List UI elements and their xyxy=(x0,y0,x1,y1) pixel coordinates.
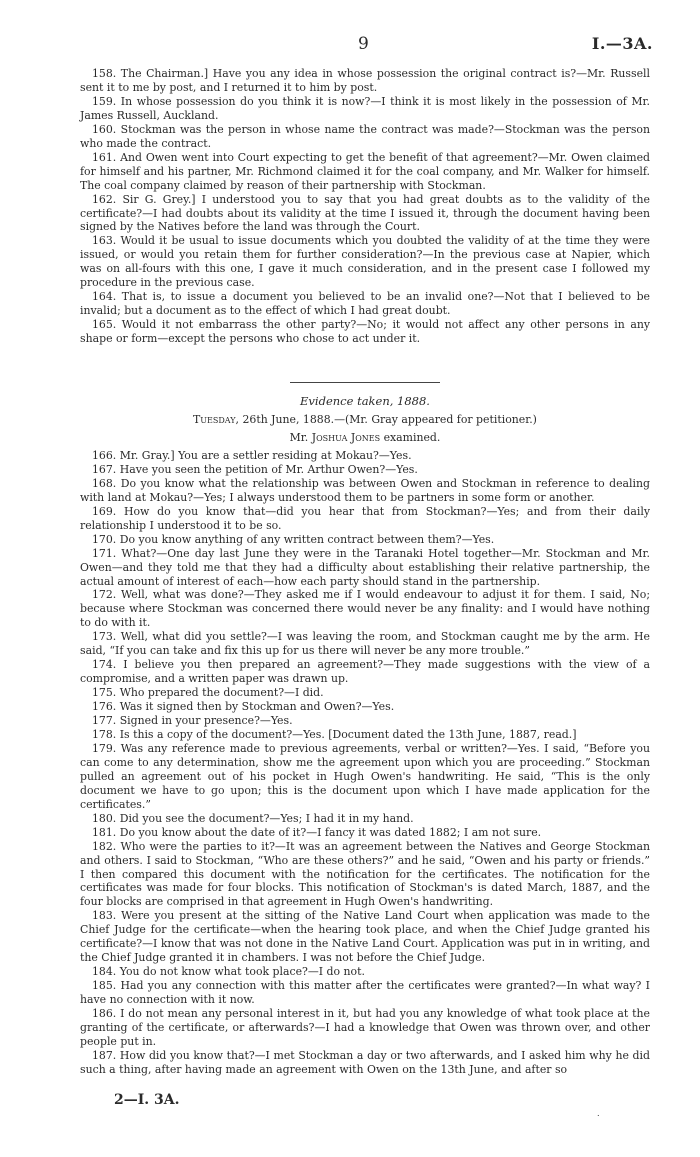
question-answer-paragraph: 167. Have you seen the petition of Mr. Arthur Owen?—Yes. xyxy=(92,462,418,476)
witness-prefix: Mr. xyxy=(289,430,312,444)
question-answer-paragraph: 185. Had you any connection with this matter after the certificates were granted?—In what way? I have no connection with it now. xyxy=(80,979,650,1007)
question-answer-paragraph: 166. Mr. Gray.] You are a settler residing at Mokau?—Yes. xyxy=(92,448,412,462)
evidence-date-line xyxy=(80,413,650,427)
question-answer-paragraph: 168. Do you know what the relationship was between Owen and Stockman in reference to dealing with land at Mokau?—Yes; I always understood them to be partners in some form or another. xyxy=(80,476,650,504)
question-answer-paragraph: 169. How do you know that—did you hear that from Stockman?—Yes; and from their daily relationship I understood it to be so. xyxy=(80,504,650,532)
evidence-date-rest: , 26th June, 1888.—(Mr. Gray appeared for petitioner.) xyxy=(235,413,537,427)
question-answer-paragraph: 179. Was any reference made to previous agreements, verbal or written?—Yes. I said, “Before you can come to any determination, show me the agreement upon which you are proceeding.” Stockman pulled an agreement out of his pocket in Hugh Owen's handwriting. He said, “This is the only document we have to go upon; this is the document upon which I have made application for the certificates.” xyxy=(80,741,650,811)
evidence-day: Tuesday xyxy=(193,413,236,427)
witness-name: Joshua Jones xyxy=(311,430,381,444)
witness-line xyxy=(80,431,650,445)
evidence-heading: Evidence taken, 1888. xyxy=(300,394,430,409)
question-answer-paragraph: 162. Sir G. Grey.] I understood you to say that you had great doubts as to the validity of the certificate?—I had doubts about its validity at the time I issued it, through the document having been signed by the Natives before the land was through the Court. xyxy=(80,192,650,234)
question-answer-paragraph: 176. Was it signed then by Stockman and Owen?—Yes. xyxy=(92,700,395,714)
question-answer-paragraph: 183. Were you present at the sitting of the Native Land Court when application was made to the Chief Judge for the certificate—when the hearing took place, and when the Chief Judge granted his certificate?—I know that was not done in the Native Land Court. Application was put in in writing, and the Chief Judge granted it in chambers. I was not before the Chief Judge. xyxy=(80,909,650,965)
body-text xyxy=(80,67,650,1077)
question-answer-paragraph: 159. In whose possession do you think it is now?—I think it is most likely in the possession of Mr. James Russell, Auckland. xyxy=(80,94,650,122)
question-answer-paragraph: 180. Did you see the document?—Yes; I had it in my hand. xyxy=(92,811,414,825)
question-answer-paragraph: 158. The Chairman.] Have you any idea in whose possession the original contract is?—Mr. Russell sent it to me by post, and I returned it to him by post. xyxy=(80,67,650,94)
question-answer-paragraph: 163. Would it be usual to issue documents which you doubted the validity of at the time they were issued, or would you retain them for further consideration?—In the previous case at Napier, which was on all-fours with this one, I gave it much consideration, and in the present case I followed my procedure in the previous case. xyxy=(80,234,650,290)
question-answer-paragraph: 186. I do not mean any personal interest in it, but had you any knowledge of what took place at the granting of the certificate, or afterwards?—I had a knowledge that Owen was thrown over, and other people put in. xyxy=(80,1007,650,1048)
question-answer-paragraph: 177. Signed in your presence?—Yes. xyxy=(92,714,293,728)
question-answer-paragraph: 164. That is, to issue a document you believed to be an invalid one?—Not that I believed to be invalid; but a document as to the effect of which I had great doubt. xyxy=(80,290,650,318)
testimony-section-1 xyxy=(80,67,650,346)
question-answer-paragraph: 173. Well, what did you settle?—I was leaving the room, and Stockman caught me by the arm. He said, “If you can take and fix this up for us there will never be any more trouble.” xyxy=(80,630,650,658)
question-answer-paragraph: 175. Who prepared the document?—I did. xyxy=(92,686,324,700)
question-answer-paragraph: 171. What?—One day last June they were in the Taranaki Hotel together—Mr. Stockman and Mr. Owen—and they told me that they had a difficulty about establishing their relative partnership, the actual amount of interest of each—how each party should stand in the partnership. xyxy=(80,546,650,588)
section-divider xyxy=(290,382,440,383)
page-header xyxy=(0,34,700,56)
printer-mark: . xyxy=(597,1109,600,1118)
page-number: 9 xyxy=(358,34,369,54)
question-answer-paragraph: 178. Is this a copy of the document?—Yes. [Document dated the 13th June, 1887, read.] xyxy=(92,727,577,741)
question-answer-paragraph: 174. I believe you then prepared an agreement?—They made suggestions with the view of a compromise, and a written paper was drawn up. xyxy=(80,658,650,686)
question-answer-paragraph: 181. Do you know about the date of it?—I fancy it was dated 1882; I am not sure. xyxy=(92,825,542,839)
witness-suffix: examined. xyxy=(380,430,441,444)
document-reference: I.—3A. xyxy=(591,34,653,53)
printer-signature: 2—I. 3A. xyxy=(114,1092,180,1108)
question-answer-paragraph: 172. Well, what was done?—They asked me if I would endeavour to adjust it for them. I said, No; because where Stockman was concerned there would never be any finality: and I would have nothing to do with it. xyxy=(80,588,650,630)
question-answer-paragraph: 170. Do you know anything of any written contract between them?—Yes. xyxy=(92,532,495,546)
question-answer-paragraph: 165. Would it not embarrass the other party?—No; it would not affect any other persons in any shape or form—except the persons who chose to act under it. xyxy=(80,318,650,346)
question-answer-paragraph: 160. Stockman was the person in whose name the contract was made?—Stockman was the person who made the contract. xyxy=(80,122,650,150)
question-answer-paragraph: 184. You do not know what took place?—I do not. xyxy=(92,965,365,979)
question-answer-paragraph: 187. How did you know that?—I met Stockman a day or two afterwards, and I asked him why he did such a thing, after having made an agreement with Owen on the 13th June, and after so xyxy=(80,1048,650,1076)
question-answer-paragraph: 161. And Owen went into Court expecting to get the benefit of that agreement?—Mr. Owen claimed for himself and his partner, Mr. Richmond claimed it for the coal company, and Mr. Walker for himself. The coal company claimed by reason of their partnership with Stockman. xyxy=(80,150,650,192)
testimony-section-2 xyxy=(80,449,650,1077)
question-answer-paragraph: 182. Who were the parties to it?—It was an agreement between the Natives and George Stockman and others. I said to Stockman, “Who are these others?” and he said, “Owen and his party or friends.” I then compared this document with the notification for the certificates. The notification for the certificates was made for four blocks. This notification of Stockman's is dated March, 1887, and the four blocks are comprised in that agreement in Hugh Owen's handwriting. xyxy=(80,839,650,909)
